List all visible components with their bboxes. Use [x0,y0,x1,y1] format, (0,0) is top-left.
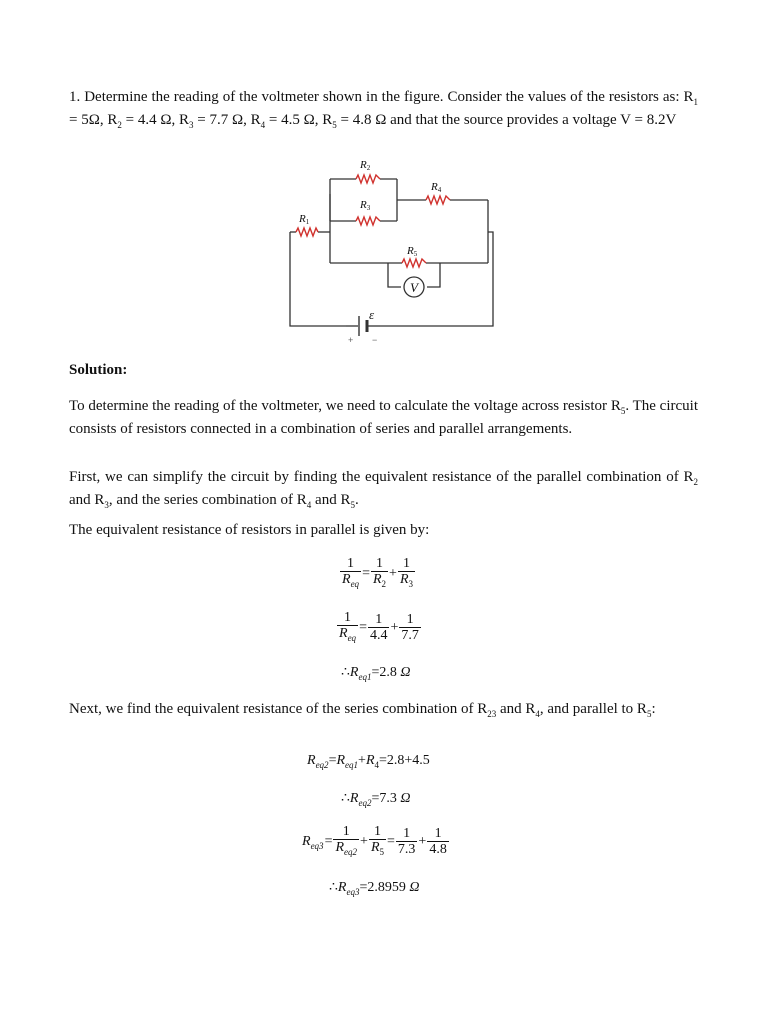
numerator: 1 [399,612,421,628]
r-symbol: R [336,753,346,768]
eq2-subscript: eq2 [315,759,329,770]
eq2-subscript: eq2 [358,797,372,808]
r3-value: = 7.7 Ω, [193,112,251,128]
denominator: $R_5$ [370,840,384,857]
plus-sign: + [358,753,366,768]
r1-symbol: R [683,89,694,105]
p4-text: Next, we find the equivalent resistance of the series combination of R [69,701,488,717]
numerator: 1 [368,612,390,628]
numerator: 1 [340,556,361,572]
label-r5: R5 [407,245,418,258]
therefore-symbol: ∴ [329,880,338,895]
numerator: 1 [398,556,415,572]
frac-1-req [340,556,361,592]
denominator: $R_3$ [399,572,413,589]
plus-sign: + [389,565,397,581]
label-r1: R1 [299,213,310,226]
p2-tail: . [354,492,359,508]
denominator: 4.8 [429,842,447,858]
p2-sub-d: 5 [350,500,355,510]
denominator: 7.3 [397,842,416,858]
r2-value: = 4.4 Ω, [121,112,179,128]
ohm-symbol: Ω [409,880,420,895]
numerator: 1 [396,826,418,842]
denominator: 7.7 [401,628,419,644]
r5-subscript: 5 [332,120,337,130]
r-symbol: R [337,880,347,895]
eq1-subscript: eq1 [358,671,372,682]
p1-tail: . The circuit consists of resistors connected in a combination of series and parallel arrangements. [69,398,698,437]
denominator: $R_{eq}$ [339,626,357,643]
plus-sign: + [390,619,399,635]
frac-1-r3 [398,556,415,592]
equation-parallel-formula [340,556,415,592]
resistor-r5 [402,259,426,267]
resistors [296,175,450,267]
frac-1-r2 [371,556,388,592]
emf-label: ε [369,307,375,322]
result-req3 [329,879,420,897]
result-value: =2.8959 [359,880,406,895]
plus-sign: + [418,833,427,849]
p1-subscript: 5 [620,406,626,416]
denominator: $R_{eq}$ [342,572,360,589]
frac-1-7-7 [399,612,421,643]
p2-sub-c: 4 [306,500,312,510]
equation-parallel-values [337,610,421,646]
numerator: 1 [337,610,358,626]
numerator: 1 [333,824,359,840]
ohm-symbol: Ω [400,665,411,680]
equals-sign: = [359,619,367,635]
p2-mid: and R [69,492,105,508]
r-symbol: R [307,753,316,768]
denominator: $R_{eq2}$ [335,840,358,857]
frac-1-7-3 [396,826,418,857]
eq1-subscript: eq1 [345,759,359,770]
denominator: $R_2$ [372,572,387,589]
p2-sub-b: 3 [104,500,109,510]
r2-subscript: 2 [117,120,122,130]
problem-statement [69,88,698,134]
r2-symbol: R [107,112,118,128]
solution-paragraph-2 [69,468,698,514]
solution-paragraph-4 [69,700,698,723]
r1-subscript: 1 [693,97,698,107]
req3-lhs: $R_{eq3}$ [302,833,324,851]
p4-sub-a: 23 [487,709,497,719]
voltmeter-label: V [410,280,418,295]
p2-mid2: , and the series combination of R [108,492,307,508]
r-symbol: R [349,665,359,680]
numerator: 1 [369,824,386,840]
circuit-diagram [268,155,500,347]
plus-sign: + [360,833,368,849]
therefore-symbol: ∴ [341,791,350,806]
label-r2: R2 [360,159,371,172]
req2-expression: =2.8+4.5 [379,753,430,768]
result-req2 [341,790,411,808]
solution-paragraph-1 [69,397,698,438]
r4-subscript: 4 [260,120,266,130]
p4-sub-b: 4 [535,709,540,719]
battery-minus-label: − [372,335,378,345]
equation-req3 [302,824,449,860]
therefore-symbol: ∴ [341,665,350,680]
r-symbol: R [349,791,359,806]
equation-req2 [307,753,430,770]
r3-subscript: 3 [189,120,194,130]
result-value: =7.3 [371,791,397,806]
r5-symbol: R [322,112,333,128]
equals-sign: = [362,565,370,581]
wire-left-bottom [290,232,346,326]
r4-value: = 4.5 Ω, [265,112,323,128]
frac-1-req [337,610,358,646]
numerator: 1 [371,556,388,572]
numerator: 1 [427,826,449,842]
resistor-r4 [426,196,450,204]
p2-sub-a: 2 [693,477,698,487]
frac-1-r5 [369,824,386,860]
r5-value-and-source: = 4.8 Ω and that the source provides a voltage V = 8.2V [336,112,677,128]
circuit-wires [290,179,493,326]
ohm-symbol: Ω [400,791,411,806]
battery-plus-label: + [348,335,354,345]
p4-sub-c: 5 [646,709,652,719]
label-r4: R4 [431,181,442,194]
p4-tail: : [651,701,656,717]
p2-mid3: and R [311,492,351,508]
equals-sign: = [328,753,337,768]
equals-sign: = [387,833,395,849]
p2-text: First, we can simplify the circuit by finding the equivalent resistance of the parallel combination of R [69,469,694,485]
p4-mid: and R [496,701,536,717]
result-req1 [341,664,411,682]
frac-1-req2 [333,824,359,860]
r3-symbol: R [178,112,189,128]
solution-heading: Solution: [69,362,128,378]
frac-1-4-8 [427,826,449,857]
wire-voltmeter-left [388,263,401,287]
r1-value: = 5Ω, [69,112,108,128]
equals-sign: = [324,833,333,849]
problem-intro: 1. Determine the reading of the voltmeter shown in the figure. Consider the values of the resistors as: [69,89,684,105]
r-symbol: R [365,753,375,768]
eq3-subscript: eq3 [346,886,360,897]
wire-voltmeter-right [427,263,440,287]
sub4: 4 [374,759,379,770]
denominator: 4.4 [369,628,388,644]
r4-symbol: R [250,112,261,128]
p1-text: To determine the reading of the voltmeter, we need to calculate the voltage across resistor R [69,398,621,414]
frac-1-4-4 [368,612,390,643]
resistor-r2 [356,175,380,183]
result-value: =2.8 [371,665,397,680]
resistor-r3 [356,217,380,225]
label-r3: R3 [360,199,371,212]
solution-paragraph-3: The equivalent resistance of resistors in parallel is given by: [69,522,430,538]
resistor-r1 [296,228,318,236]
p4-mid2: , and parallel to R [539,701,647,717]
wire-right-bottom [380,232,493,326]
